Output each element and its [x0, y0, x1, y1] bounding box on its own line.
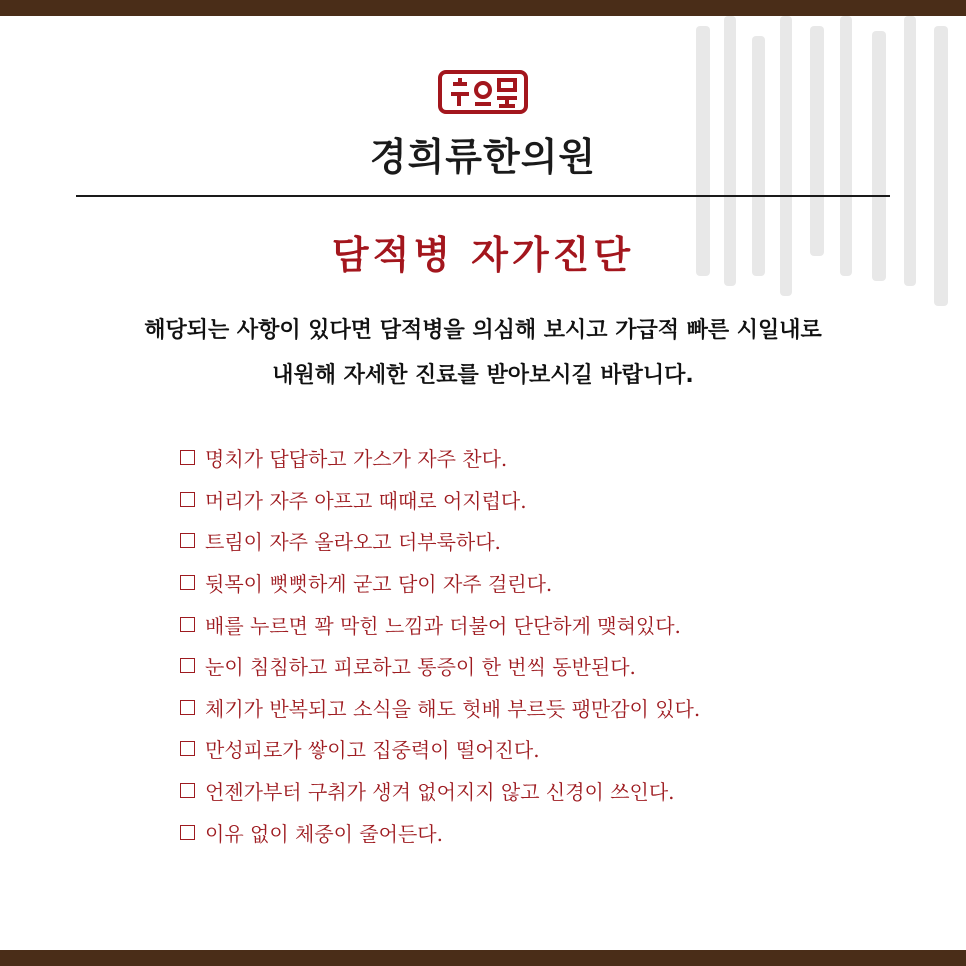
checklist-item	[180, 811, 700, 853]
header-divider	[76, 195, 890, 197]
symptom-checklist	[180, 437, 700, 853]
checkbox[interactable]	[180, 533, 195, 548]
checkbox[interactable]	[180, 741, 195, 756]
clinic-logo	[437, 66, 529, 118]
clinic-name: 경희류한의원	[369, 135, 597, 179]
checklist-item	[180, 520, 700, 562]
checklist-item-label: 체기가 반복되고 소식을 해도 헛배 부르듯 팽만감이 있다.	[205, 696, 701, 721]
top-frame-bar	[0, 0, 966, 16]
checkbox[interactable]	[180, 658, 195, 673]
checkbox[interactable]	[180, 783, 195, 798]
checklist-item	[180, 479, 700, 521]
checklist-item-label: 눈이 침침하고 피로하고 통증이 한 번씩 동반된다.	[205, 655, 636, 680]
checkbox[interactable]	[180, 450, 195, 465]
checklist-item-label: 언젠가부터 구취가 생겨 없어지지 않고 신경이 쓰인다.	[205, 780, 675, 805]
checkbox[interactable]	[180, 700, 195, 715]
checklist-item-label: 만성피로가 쌓이고 집중력이 떨어진다.	[205, 738, 540, 763]
checklist-item-label: 배를 누르면 꽉 막힌 느낌과 더불어 단단하게 맺혀있다.	[205, 613, 681, 638]
checklist-item	[180, 562, 700, 604]
checklist-item-label: 뒷목이 뻣뻣하게 굳고 담이 자주 걸린다.	[205, 572, 553, 597]
checklist-item-label: 머리가 자주 아프고 때때로 어지럽다.	[205, 488, 527, 513]
checklist-item	[180, 687, 700, 729]
checklist-item	[180, 770, 700, 812]
checklist-item	[180, 603, 700, 645]
checklist-item-label: 명치가 답답하고 가스가 자주 찬다.	[205, 447, 508, 472]
checkbox[interactable]	[180, 825, 195, 840]
bottom-frame-bar	[0, 950, 966, 966]
checklist-item	[180, 645, 700, 687]
checkbox[interactable]	[180, 492, 195, 507]
checklist-item-label: 트림이 자주 올라오고 더부룩하다.	[205, 530, 501, 555]
checklist-item-label: 이유 없이 체중이 줄어든다.	[205, 821, 443, 846]
checkbox[interactable]	[180, 617, 195, 632]
intro-line-1: 해당되는 사항이 있다면 담적병을 의심해 보시고 가급적 빠른 시일내로	[144, 318, 822, 343]
checklist-item	[180, 728, 700, 770]
checkbox[interactable]	[180, 575, 195, 590]
page-title: 담적병 자가진단	[331, 232, 635, 277]
checklist-item	[180, 437, 700, 479]
intro-line-2: 내원해 자세한 진료를 받아보시길 바랍니다.	[272, 363, 694, 388]
